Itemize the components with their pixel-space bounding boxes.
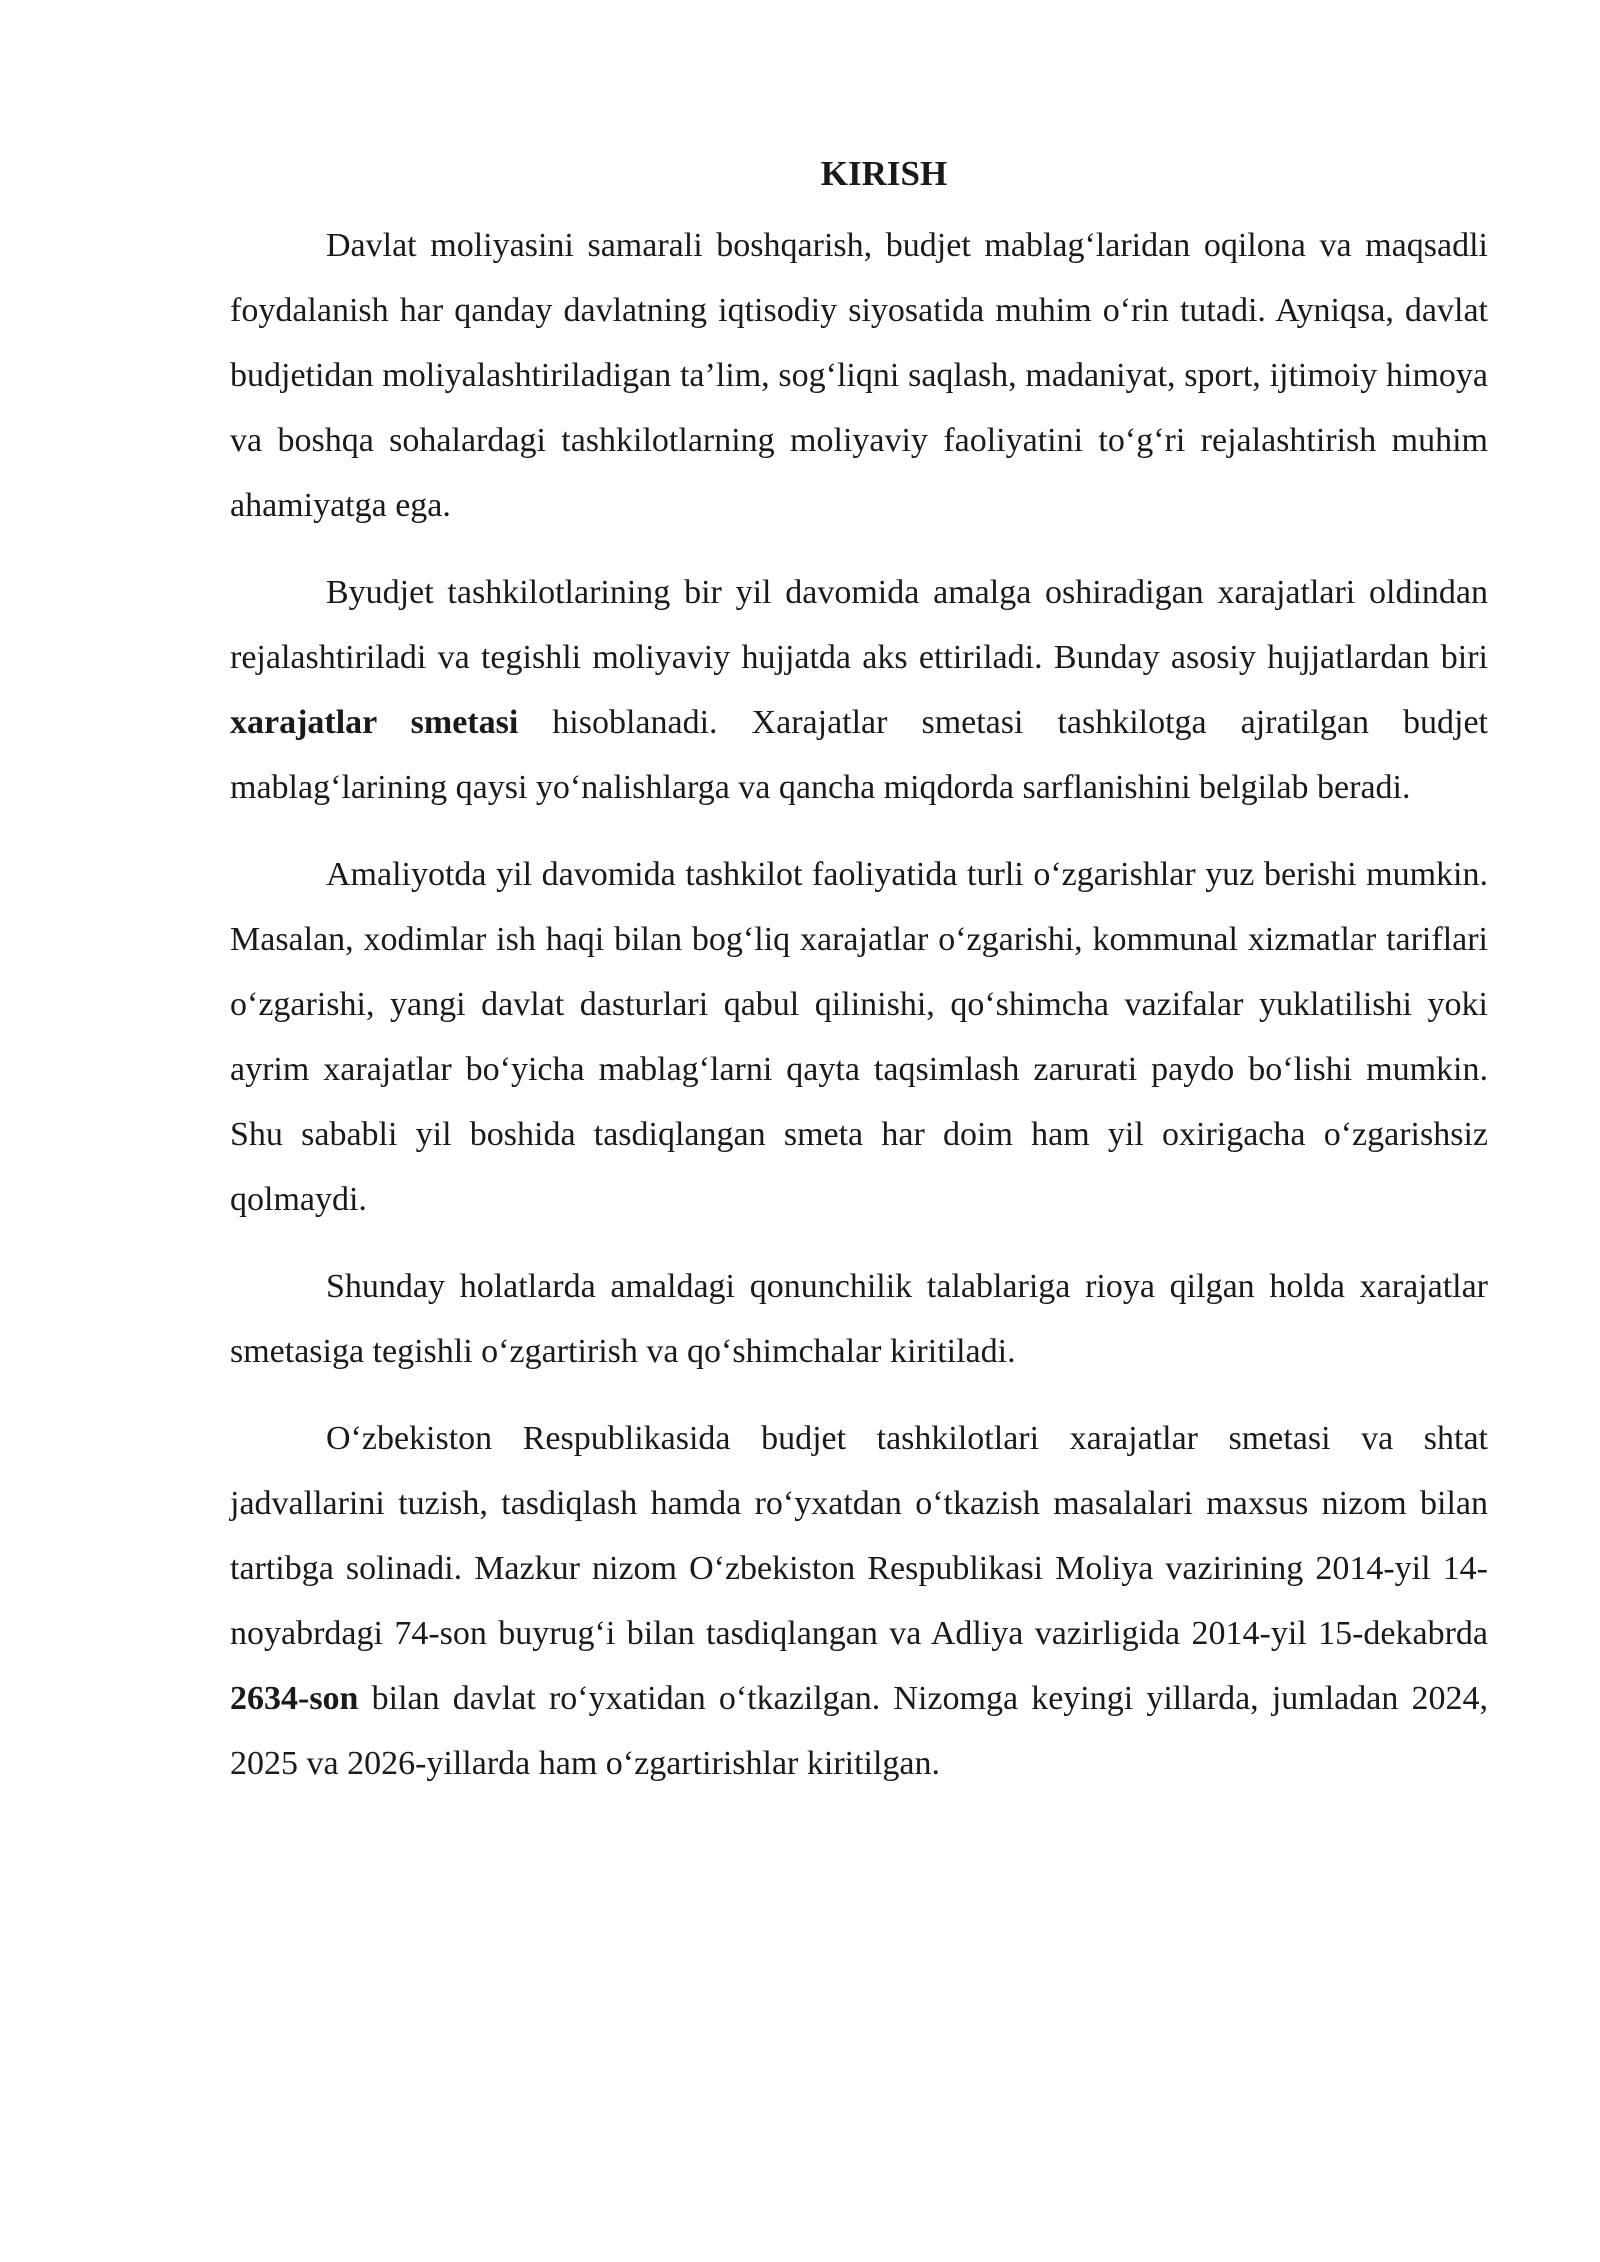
document-title: KIRISH	[820, 154, 948, 193]
paragraph-text: Shunday holatlarda amaldagi qonunchilik talablariga rioya qilgan holda xarajatlar smetasiga tegishli o‘zgartirish va qo‘shimchalar kiritiladi.	[230, 1268, 1488, 1370]
bold-registration-number: 2634-son	[230, 1680, 359, 1717]
paragraph-2	[230, 560, 1488, 820]
paragraph-4	[230, 1254, 1488, 1384]
paragraph-text: bilan davlat ro‘yxatidan o‘tkazilgan. Nizomga keyingi yillarda, jumladan 2024, 2025 va 2026-yillarda ham o‘zgartirishlar kiritilgan.	[230, 1680, 1488, 1782]
paragraph-text: Byudjet tashkilotlarining bir yil davomida amalga oshiradigan xarajatlari oldindan rejalashtiriladi va tegishli moliyaviy hujjatda aks ettiriladi. Bunday asosiy hujjatlardan biri	[230, 574, 1488, 676]
paragraph-text: Amaliyotda yil davomida tashkilot faoliyatida turli o‘zgarishlar yuz berishi mumkin. Masalan, xodimlar ish haqi bilan bog‘liq xarajatlar o‘zgarishi, kommunal xizmatlar tariflari o‘zgarishi, yangi davlat dasturlari qabul qilinishi, qo‘shimcha vazifalar yuklatilishi yoki ayrim xarajatlar bo‘yicha mablag‘larni qayta taqsimlash zarurati paydo bo‘lishi mumkin. Shu sababli yil boshida tasdiqlangan smeta har doim ham yil oxirigacha o‘zgarishsiz qolmaydi.	[230, 856, 1488, 1218]
paragraph-5	[230, 1406, 1488, 1796]
paragraph-text: hisoblanadi. Xarajatlar smetasi tashkilotga ajratilgan budjet mablag‘larining qaysi yo‘nalishlarga va qancha miqdorda sarflanishini belgilab beradi.	[230, 704, 1488, 806]
paragraph-3	[230, 842, 1488, 1232]
paragraph-text: Davlat moliyasini samarali boshqarish, budjet mablag‘laridan oqilona va maqsadli foydalanish har qanday davlatning iqtisodiy siyosatida muhim o‘rin tutadi. Ayniqsa, davlat budjetidan moliyalashtiriladigan ta’lim, sog‘liqni saqlash, madaniyat, sport, ijtimoiy himoya va boshqa sohalardagi tashkilotlarning moliyaviy faoliyatini to‘g‘ri rejalashtirish muhim ahamiyatga ega.	[230, 227, 1488, 524]
document-page	[230, 150, 1488, 1818]
paragraph-1	[230, 213, 1488, 538]
paragraph-text: O‘zbekiston Respublikasida budjet tashkilotlari xarajatlar smetasi va shtat jadvallarini tuzish, tasdiqlash hamda ro‘yxatdan o‘tkazish masalalari maxsus nizom bilan tartibga solinadi. Mazkur nizom O‘zbekiston Respublikasi Moliya vazirining 2014-yil 14-noyabrdagi 74-son buyrug‘i bilan tasdiqlangan va Adliya vazirligida 2014-yil 15-dekabrda	[230, 1420, 1488, 1652]
bold-term: xarajatlar smetasi	[230, 704, 519, 741]
